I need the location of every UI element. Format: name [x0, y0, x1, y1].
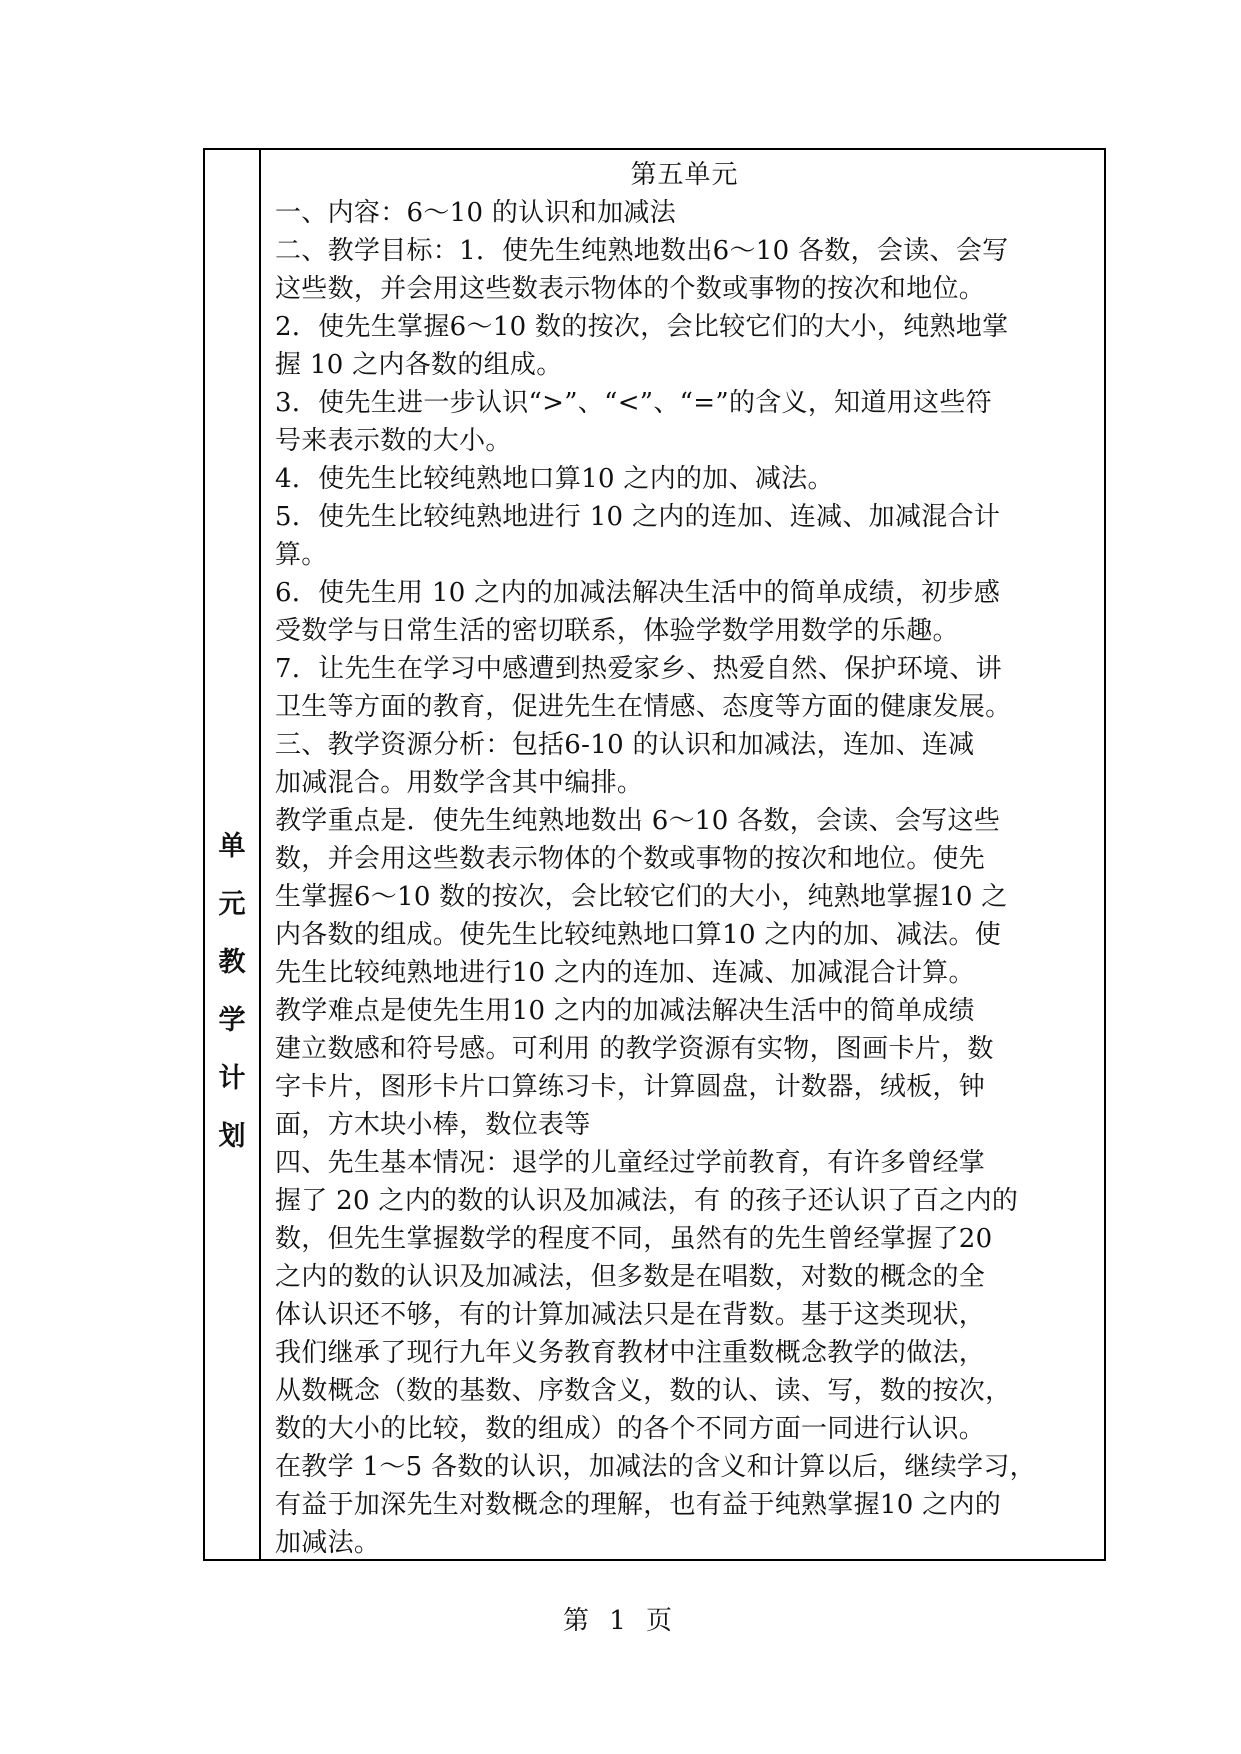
unit-title: 第五单元	[630, 160, 739, 190]
content-line: 握 10 之内各数的组成。	[275, 350, 563, 380]
side-label-char: 划	[218, 1121, 246, 1152]
content-line: 加减混合。用数学含其中编排。	[275, 768, 644, 798]
side-label-char: 计	[218, 1063, 246, 1094]
content-line: 5．使先生比较纯熟地进行 10 之内的连加、连减、加减混合计	[275, 502, 1001, 532]
content-line: 内各数的组成。使先生比较纯熟地口算10 之内的加、减法。使	[275, 920, 1002, 950]
content-line: 握了 20 之内的数的认识及加减法，有 的孩子还认识了百之内的	[275, 1186, 1019, 1216]
content-line: 2．使先生掌握6～10 数的按次，会比较它们的大小，纯熟地掌	[275, 312, 1009, 342]
content-line: 4．使先生比较纯熟地口算10 之内的加、减法。	[275, 464, 834, 494]
content-line: 卫生等方面的教育，促进先生在情感、态度等方面的健康发展。	[275, 692, 1012, 722]
content-line: 数的大小的比较，数的组成）的各个不同方面一同进行认识。	[275, 1414, 986, 1444]
side-label-char: 单	[218, 831, 246, 862]
content-line: 这些数，并会用这些数表示物体的个数或事物的按次和地位。	[275, 274, 986, 304]
content-line: 生掌握6～10 数的按次，会比较它们的大小，纯熟地掌握10 之	[275, 882, 1008, 912]
content-line: 先生比较纯熟地进行10 之内的连加、连减、加减混合计算。	[275, 958, 975, 988]
side-label-column	[205, 150, 261, 1559]
content-line: 算。	[275, 540, 328, 570]
content-line: 我们继承了现行九年义务教育教材中注重数概念教学的做法，	[275, 1338, 986, 1368]
content-line: 数，但先生掌握数学的程度不同，虽然有的先生曾经掌握了20	[275, 1224, 993, 1254]
content-line: 数，并会用这些数表示物体的个数或事物的按次和地位。使先	[275, 844, 986, 874]
content-line: 加减法。	[275, 1528, 381, 1558]
content-line: 教学难点是使先生用10 之内的加减法解决生活中的简单成绩	[275, 996, 975, 1026]
side-label-char: 教	[218, 947, 246, 978]
content-line: 三、教学资源分析：包括6-10 的认识和加减法，连加、连减	[275, 730, 975, 760]
content-line: 教学重点是．使先生纯熟地数出 6～10 各数，会读、会写这些	[275, 806, 1001, 836]
side-label	[205, 818, 259, 1166]
plan-content	[261, 150, 1104, 1559]
content-line: 号来表示数的大小。	[275, 426, 512, 456]
content-line: 面，方木块小棒，数位表等	[275, 1110, 591, 1140]
side-label-char: 学	[218, 1005, 246, 1036]
content-line: 从数概念（数的基数、序数含义，数的认、读、写，数的按次，	[275, 1376, 1012, 1406]
content-line: 建立数感和符号感。可利用 的教学资源有实物，图画卡片，数	[275, 1034, 994, 1064]
content-line: 字卡片，图形卡片口算练习卡，计算圆盘，计数器，绒板，钟	[275, 1072, 986, 1102]
content-line: 7．让先生在学习中感遭到热爱家乡、热爱自然、保护环境、讲	[275, 654, 1002, 684]
content-line: 3．使先生进一步认识“>”、“<”、“=”的含义，知道用这些符	[275, 388, 992, 418]
content-line: 6．使先生用 10 之内的加减法解决生活中的简单成绩，初步感	[275, 578, 1001, 608]
content-line: 受数学与日常生活的密切联系，体验学数学用数学的乐趣。	[275, 616, 959, 646]
page-number: 第 1 页	[562, 1606, 679, 1636]
unit-plan-table	[203, 148, 1106, 1561]
content-line: 体认识还不够，有的计算加减法只是在背数。基于这类现状，	[275, 1300, 986, 1330]
content-line: 二、教学目标：1．使先生纯熟地数出6～10 各数，会读、会写	[275, 236, 1009, 266]
content-line: 在教学 1～5 各数的认识，加减法的含义和计算以后，继续学习，	[275, 1452, 1036, 1482]
side-label-char: 元	[218, 889, 246, 920]
content-line: 有益于加深先生对数概念的理解，也有益于纯熟掌握10 之内的	[275, 1490, 1002, 1520]
content-line: 一、内容：6～10 的认识和加减法	[275, 198, 676, 228]
content-line: 四、先生基本情况：退学的儿童经过学前教育，有许多曾经掌	[275, 1148, 986, 1178]
content-line: 之内的数的认识及加减法，但多数是在唱数，对数的概念的全	[275, 1262, 986, 1292]
